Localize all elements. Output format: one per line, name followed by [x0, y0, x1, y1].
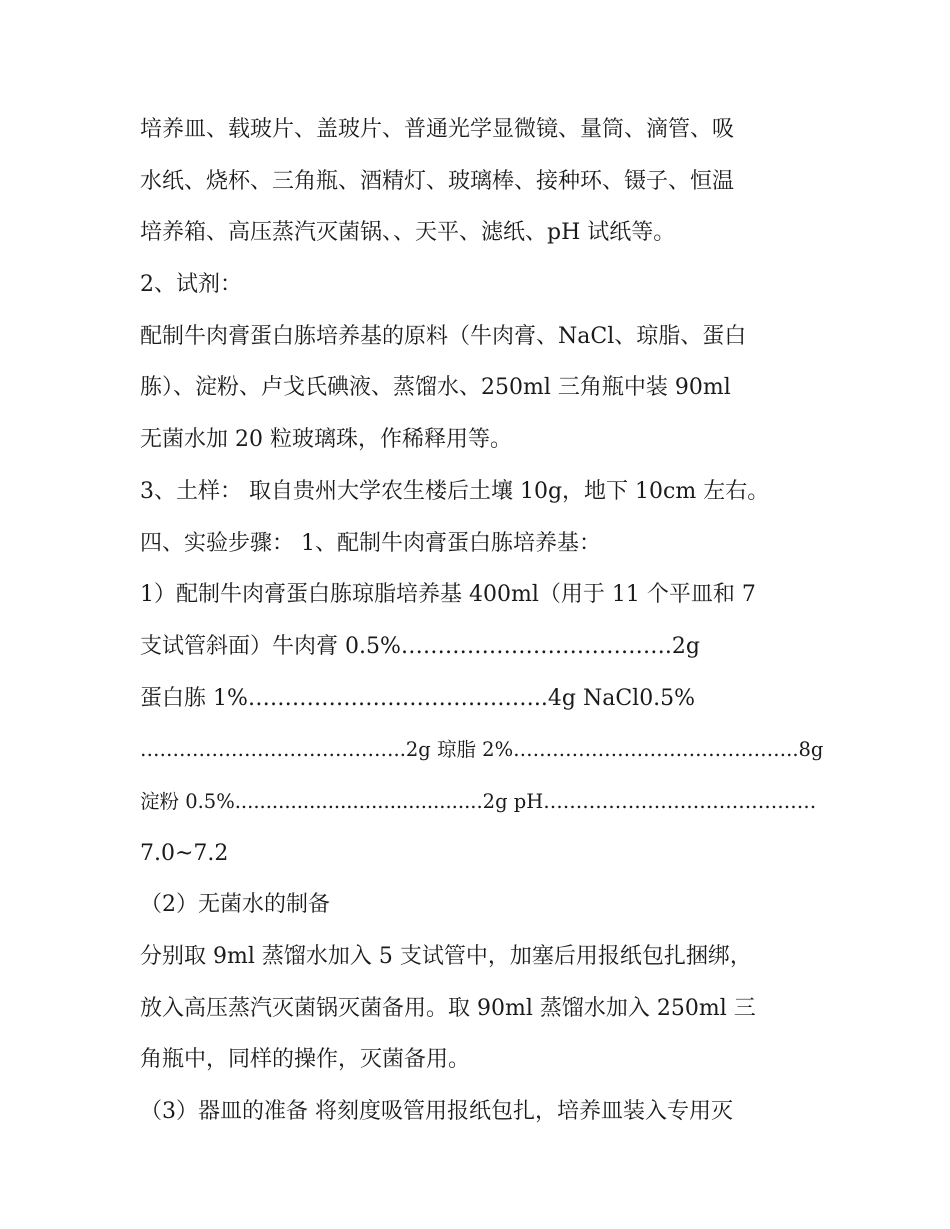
document-body	[140, 104, 824, 1138]
recipe-line: 淀粉 0.5%........................................2g pH……………………………………	[140, 789, 817, 813]
section-heading-reagents: 2、试剂：	[140, 272, 242, 298]
text-line: 水纸、烧杯、三角瓶、酒精灯、玻璃棒、接种环、镊子、恒温	[140, 168, 735, 194]
text-line: 1）配制牛肉膏蛋白胨琼脂培养基 400ml（用于 11 个平皿和 7	[140, 582, 756, 608]
recipe-line: 7.0~7.2	[140, 840, 229, 866]
text-line: 无菌水加 20 粒玻璃珠，作稀释用等。	[140, 427, 512, 453]
recipe-line: 蛋白胨 1%…………………………………..4g NaCl0.5%	[140, 685, 696, 711]
text-line: 配制牛肉膏蛋白胨培养基的原料（牛肉膏、NaCl、琼脂、蛋白	[140, 323, 747, 349]
recipe-line: …………………………………..2g 琼脂 2%……………………………………..8g	[140, 738, 824, 762]
subsection-heading-vessel-prep: （3）器皿的准备 将刻度吸管用报纸包扎，培养皿装入专用灭	[140, 1099, 733, 1125]
text-line: 放入高压蒸汽灭菌锅灭菌备用。取 90ml 蒸馏水加入 250ml 三	[140, 995, 756, 1021]
text-line: 培养皿、载玻片、盖玻片、普通光学显微镜、量筒、滴管、吸	[140, 117, 735, 142]
text-line: 胨）、淀粉、卢戈氏碘液、蒸馏水、250ml 三角瓶中装 90ml	[140, 375, 731, 401]
recipe-line: 支试管斜面）牛肉膏 0.5%……………………………….2g	[140, 633, 700, 659]
text-line: 角瓶中，同样的操作，灭菌备用。	[140, 1047, 471, 1073]
text-line: 分别取 9ml 蒸馏水加入 5 支试管中，加塞后用报纸包扎捆绑，	[140, 944, 752, 969]
subsection-heading-sterile-water: （2）无菌水的制备	[140, 892, 330, 918]
section-heading-experiment-steps: 四、实验步骤： 1、配制牛肉膏蛋白胨培养基：	[140, 530, 601, 556]
text-line: 培养箱、高压蒸汽灭菌锅、、天平、滤纸、pH 试纸等。	[140, 220, 676, 246]
section-heading-soil-sample: 3、土样： 取自贵州大学农生楼后土壤 10g，地下 10cm 左右。	[140, 478, 770, 504]
